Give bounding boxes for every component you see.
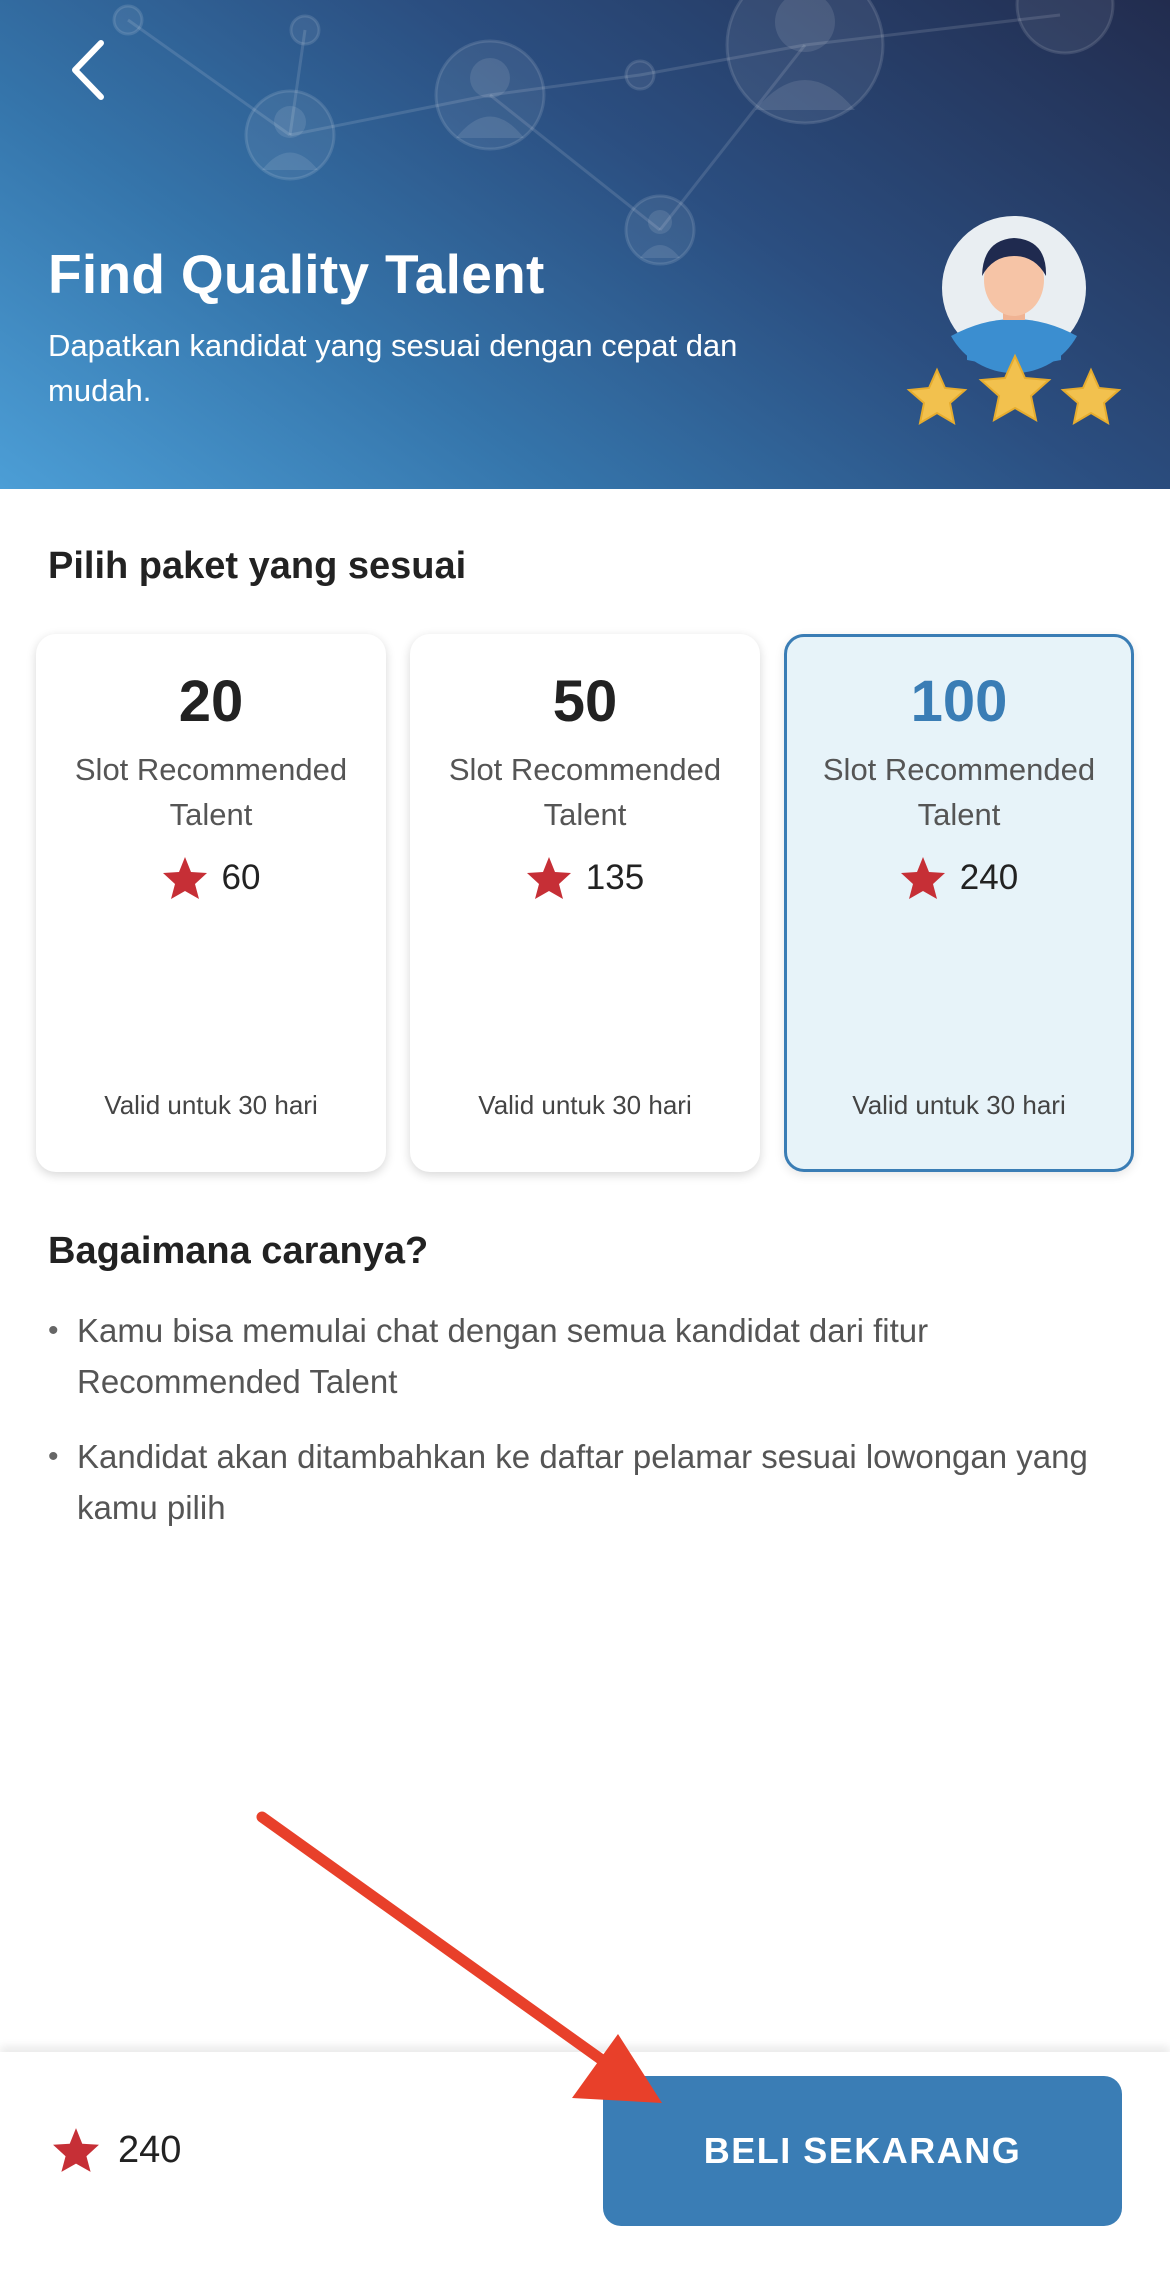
bullet-dot: • [48, 1314, 59, 1347]
checkout-bar [0, 2052, 1170, 2279]
total-price-value: 240 [118, 2128, 182, 2171]
package-price-value: 135 [585, 858, 645, 897]
package-card-50[interactable] [410, 634, 760, 1172]
package-validity: Valid untuk 30 hari [478, 1090, 692, 1120]
talent-avatar-illustration [895, 210, 1135, 440]
package-validity: Valid untuk 30 hari [104, 1090, 318, 1120]
star-icon [162, 856, 208, 900]
star-icon [1063, 370, 1119, 423]
package-price [787, 856, 1131, 900]
star-icon [52, 2127, 100, 2173]
list-item [48, 1305, 1108, 1407]
back-button[interactable] [52, 30, 122, 110]
total-price [52, 2127, 181, 2173]
package-slot-count: 50 [552, 669, 618, 734]
howto-list [48, 1305, 1108, 1557]
package-slot-label: Slot Recommended Talent [74, 752, 348, 832]
list-item [48, 1431, 1108, 1533]
package-validity: Valid untuk 30 hari [852, 1090, 1066, 1120]
package-card-20[interactable] [36, 634, 386, 1172]
bullet-dot: • [48, 1440, 59, 1473]
star-icon [900, 856, 946, 900]
page-title: Find Quality Talent [48, 243, 545, 305]
package-price [410, 856, 760, 900]
package-price-value: 240 [959, 858, 1019, 897]
star-icon [526, 856, 572, 900]
package-price [36, 856, 386, 900]
howto-text: Kamu bisa memulai chat dengan semua kandidat dari fitur Recommended Talent [77, 1312, 929, 1400]
package-options [36, 634, 1134, 1172]
page-subtitle: Dapatkan kandidat yang sesuai dengan cepat dan mudah. [48, 328, 738, 408]
buy-now-button[interactable]: BELI SEKARANG [603, 2076, 1122, 2226]
package-slot-label: Slot Recommended Talent [448, 752, 722, 832]
header-banner [0, 0, 1170, 489]
howto-text: Kandidat akan ditambahkan ke daftar pelamar sesuai lowongan yang kamu pilih [77, 1438, 1088, 1526]
package-card-100-selected[interactable] [784, 634, 1134, 1172]
package-slot-label: Slot Recommended Talent [822, 752, 1096, 832]
package-slot-count: 20 [178, 669, 244, 734]
package-slot-count: 100 [910, 669, 1008, 734]
howto-section-title: Bagaimana caranya? [48, 1230, 429, 1272]
package-price-value: 60 [221, 858, 261, 897]
chevron-left-icon [67, 39, 107, 101]
star-icon [909, 370, 965, 423]
packages-section-title: Pilih paket yang sesuai [48, 545, 467, 587]
